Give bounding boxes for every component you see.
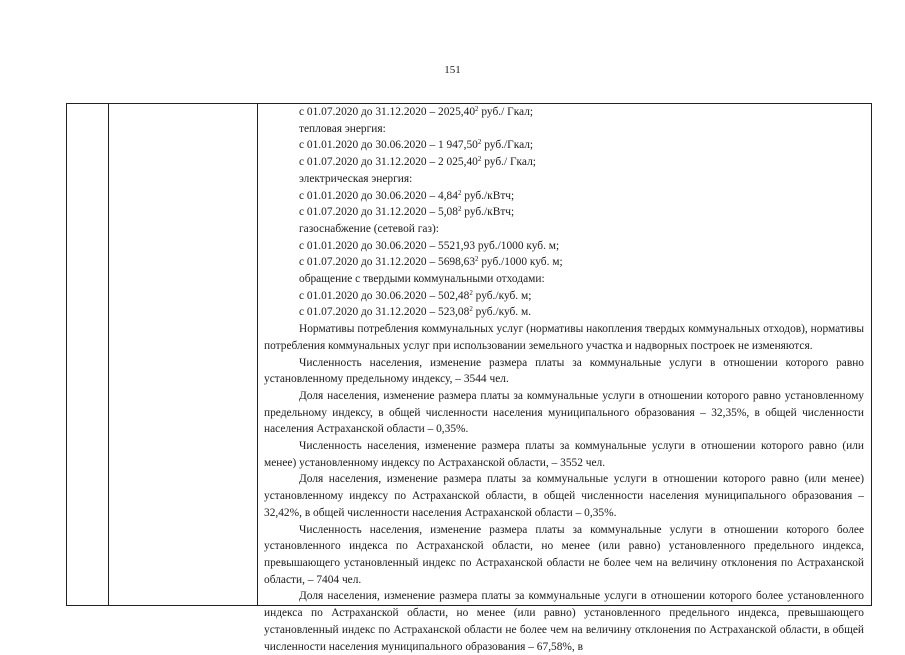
line-text: с 01.01.2020 до 30.06.2020 – 4,84 (299, 189, 458, 202)
line-text: с 01.01.2020 до 30.06.2020 – 502,48 (299, 289, 470, 302)
tariff-line (264, 304, 864, 321)
line-text: с 01.01.2020 до 30.06.2020 – 1 947,50 (299, 139, 478, 152)
tariff-line (264, 238, 864, 255)
tariff-line (264, 221, 864, 238)
footnote-mark: 2 (477, 155, 482, 164)
line-unit: руб./кВтч; (461, 189, 515, 202)
paragraph: Доля населения, изменение размера платы за коммунальные услуги в отношении которого равно установленному предельному индексу, в общей численности населения муниципального образования – 32,35%, в общей численности населения Астраханской области – 0,35%. (264, 389, 864, 436)
paragraph: Доля населения, изменение размера платы за коммунальные услуги в отношении которого более установленного индекса по Астраханской области, но менее (или равно) установленного предельного индекса, превышающего установленный индекс по Астраханской области не более чем на величину отклонения по Астраханской области, в общей численности населения муниципального образования – 67,58%, в (264, 590, 864, 653)
tariff-line (264, 137, 864, 154)
tariff-line (264, 288, 864, 305)
paragraph: Нормативы потребления коммунальных услуг (нормативы накопления твердых коммунальных отходов), нормативы потребления коммунальных услуг при использовании земельного участка и надворных построек не изменяются. (264, 323, 864, 352)
line-text: с 01.07.2020 до 31.12.2020 – 5698,63 (299, 256, 476, 269)
column-divider-1 (108, 104, 109, 605)
line-text: с 01.07.2020 до 31.12.2020 – 5,08 (299, 206, 458, 219)
line-text: обращение с твердыми коммунальными отходами: (299, 273, 545, 286)
table-cell-content (264, 104, 864, 655)
tariff-line (264, 154, 864, 171)
tariff-list (264, 104, 864, 321)
tariff-line (264, 254, 864, 271)
document-table (66, 103, 872, 653)
paragraph: Доля населения, изменение размера платы за коммунальные услуги в отношении которого равно (или менее) установленному индексу по Астраханской области, в общей численности населения муниципального образования – 32,42%, в общей численности населения Астраханской области – 0,35%. (264, 473, 864, 519)
page-number: 151 (444, 64, 461, 76)
line-unit: руб./куб. м. (472, 306, 532, 319)
line-unit: руб./ Гкал; (481, 156, 536, 169)
paragraph: Численность населения, изменение размера платы за коммунальные услуги в отношении которого равно установленному предельному индексу, – 3544 чел. (264, 356, 864, 386)
paragraph: Численность населения, изменение размера платы за коммунальные услуги в отношении которого более установленного индекса по Астраханской области, но менее (или равно) установленного предельного индекса, превышающего установленный индекс по Астраханской области не более чем на величину отклонения по Астраханской области, – 7404 чел. (264, 523, 864, 586)
footnote-mark: 2 (477, 138, 482, 147)
footnote-mark: 2 (469, 288, 473, 297)
footnote-mark: 2 (475, 255, 479, 264)
paragraph: Численность населения, изменение размера платы за коммунальные услуги в отношении которого равно (или менее) установленному индексу по Астраханской области, – 3552 чел. (264, 440, 864, 469)
tariff-line (264, 121, 864, 138)
line-unit: руб./куб. м; (472, 289, 532, 302)
footnote-mark: 2 (457, 205, 462, 214)
line-text: с 01.07.2020 до 31.12.2020 – 2 025,40 (299, 156, 478, 169)
tariff-line (264, 271, 864, 288)
line-unit: руб./ Гкал; (478, 106, 534, 118)
footnote-mark: 2 (457, 188, 462, 197)
line-unit: руб./кВтч; (461, 206, 515, 219)
paragraphs (264, 321, 864, 655)
line-text: с 01.07.2020 до 31.12.2020 – 2025,40 (299, 106, 476, 118)
line-text: тепловая энергия: (299, 122, 386, 135)
tariff-line (264, 171, 864, 188)
line-unit: руб./Гкал; (481, 139, 534, 152)
column-divider-2 (257, 104, 258, 605)
footnote-mark: 2 (475, 105, 479, 113)
footnote-mark: 2 (469, 305, 473, 314)
line-text: с 01.01.2020 до 30.06.2020 – 5521,93 руб./1000 куб. м; (299, 239, 560, 252)
line-unit: руб./1000 куб. м; (478, 256, 563, 269)
line-text: электрическая энергия: (299, 172, 413, 185)
line-text: с 01.07.2020 до 31.12.2020 – 523,08 (299, 306, 470, 319)
line-text: газоснабжение (сетевой газ): (299, 222, 439, 235)
tariff-line (264, 204, 864, 221)
tariff-line (264, 104, 864, 121)
tariff-line (264, 188, 864, 205)
